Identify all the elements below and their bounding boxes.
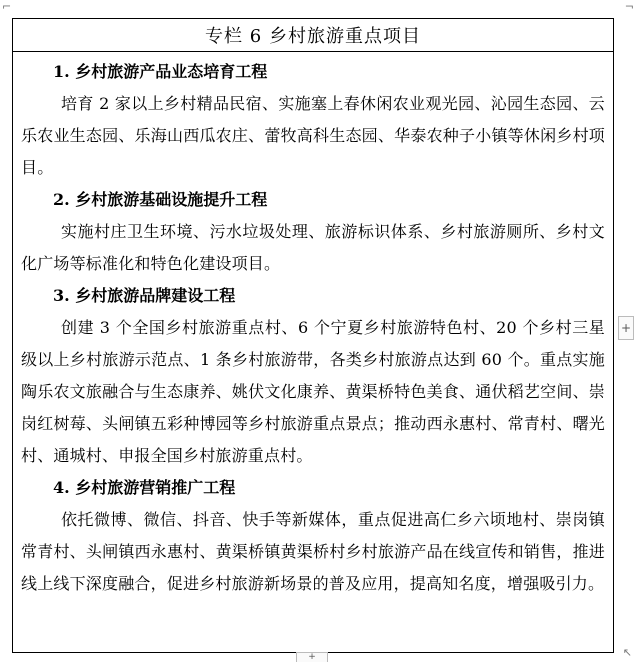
section-heading-4: 4. 乡村旅游营销推广工程 [53,478,236,497]
section-heading-2: 2. 乡村旅游基础设施提升工程 [53,190,268,209]
section-heading-1: 1. 乡村旅游产品业态培育工程 [53,62,268,81]
section-body-2: 实施村庄卫生环境、污水垃圾处理、旅游标识体系、乡村旅游厕所、乡村文化广场等标准化和特色化建设项目。 [21,222,605,273]
feature-box [12,18,614,653]
page-corner-mark-top-right: ¬ [624,0,634,13]
section-body-3: 创建 3 个全国乡村旅游重点村、6 个宁夏乡村旅游特色村、20 个乡村三星级以上乡村旅游示范点、1 条乡村旅游带，各类乡村旅游点达到 60 个。重点实施陶乐农文旅融合与生态康养、姚伏文化康养、黄渠桥特色美食、通伏稻艺空间、崇岗红树莓、头闸镇五彩种博园等乡村旅游重点景点；推动西永惠村、常青村、曙光村、通城村、申报全国乡村旅游重点村。 [21,318,605,465]
section-body-1: 培育 2 家以上乡村精品民宿、实施塞上春休闲农业观光园、沁园生态园、云乐农业生态园、乐海山西瓜农庄、蕾牧高科生态园、华泰农种子小镇等休闲乡村项目。 [21,94,605,177]
section-body-4: 依托微博、微信、抖音、快手等新媒体，重点促进高仁乡六顷地村、崇岗镇常青村、头闸镇西永惠村、黄渠桥镇黄渠桥村乡村旅游产品在线宣传和销售，推进线上线下深度融合，促进乡村旅游新场景的普及应用，提高知名度，增强吸引力。 [21,510,605,593]
box-content [13,52,613,600]
add-row-handle[interactable]: + [296,652,328,662]
section-heading-3: 3. 乡村旅游品牌建设工程 [53,286,236,305]
box-title: 专栏 6 乡村旅游重点项目 [13,19,613,52]
page-corner-mark-top-left: ⌐ [2,0,12,13]
add-column-handle[interactable]: + [618,316,634,340]
page-corner-mark-bottom-right: ↖ [622,646,632,659]
